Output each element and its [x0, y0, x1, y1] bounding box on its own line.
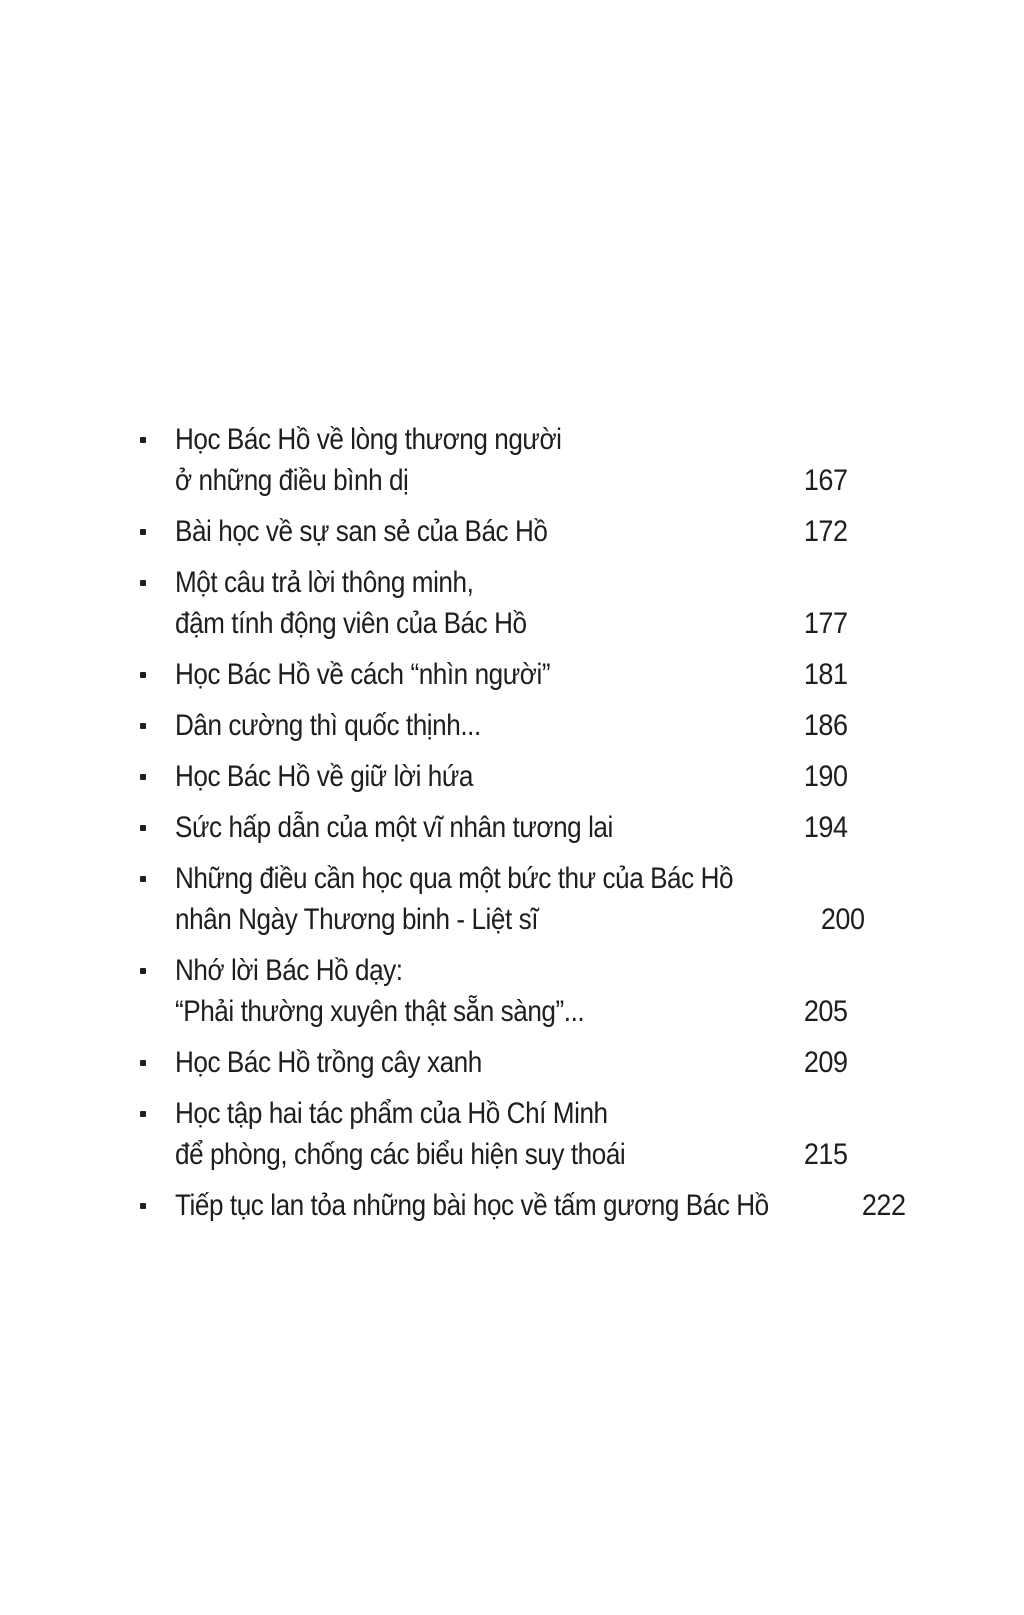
toc-entry — [140, 562, 848, 644]
toc-entry-line: để phòng, chống các biểu hiện suy thoái — [175, 1138, 626, 1171]
toc-entry-page-number: 194 — [804, 811, 848, 844]
toc-entry-page-number: 200 — [821, 903, 866, 936]
bullet-icon — [140, 529, 146, 535]
toc-entry — [140, 511, 848, 552]
toc-entry-title — [175, 1093, 718, 1175]
toc-entry-page-number: 190 — [804, 760, 848, 793]
toc-entry — [140, 1042, 848, 1083]
toc-entry-title — [175, 756, 718, 797]
toc-entry — [140, 1185, 907, 1226]
toc-list — [140, 419, 907, 1236]
toc-entry — [140, 419, 848, 501]
bullet-icon — [140, 968, 146, 974]
toc-entry-title — [175, 562, 718, 644]
toc-entry-page-number: 172 — [804, 515, 848, 548]
bullet-icon — [140, 723, 146, 729]
toc-entry-title — [175, 1042, 718, 1083]
toc-entry-line: nhân Ngày Thương binh - Liệt sĩ — [175, 903, 539, 936]
toc-entry-line: Tiếp tục lan tỏa những bài học về tấm gương Bác Hồ — [175, 1189, 769, 1222]
toc-entry-line: Một câu trả lời thông minh, — [175, 566, 474, 599]
toc-entry-line: Học Bác Hồ về giữ lời hứa — [175, 760, 473, 793]
bullet-cell — [140, 1042, 175, 1083]
toc-entry-page-number: 181 — [804, 658, 848, 691]
bullet-cell — [140, 654, 175, 695]
toc-entry-line: Nhớ lời Bác Hồ dạy: — [175, 954, 403, 987]
toc-entry-title — [175, 858, 733, 940]
toc-entry-title — [175, 807, 718, 848]
bullet-cell — [140, 419, 175, 501]
toc-entry-line: Học tập hai tác phẩm của Hồ Chí Minh — [175, 1097, 608, 1130]
toc-entry — [140, 807, 848, 848]
toc-entry-title — [175, 419, 718, 501]
toc-entry-line: Học Bác Hồ về lòng thương người — [175, 423, 562, 456]
bullet-cell — [140, 562, 175, 644]
bullet-cell — [140, 511, 175, 552]
toc-entry — [140, 950, 848, 1032]
toc-entry — [140, 1093, 848, 1175]
toc-entry-line: Bài học về sự san sẻ của Bác Hồ — [175, 515, 548, 548]
toc-entry — [140, 654, 848, 695]
toc-entry-page-number: 222 — [862, 1189, 907, 1222]
toc-entry-title — [175, 1185, 769, 1226]
toc-entry-line: Dân cường thì quốc thịnh... — [175, 709, 481, 742]
bullet-icon — [140, 1111, 146, 1117]
bullet-cell — [140, 858, 175, 940]
bullet-cell — [140, 1093, 175, 1175]
toc-entry-line: đậm tính động viên của Bác Hồ — [175, 607, 527, 640]
bullet-cell — [140, 1185, 175, 1226]
bullet-icon — [140, 825, 146, 831]
toc-entry-title — [175, 705, 718, 746]
toc-entry-line: Những điều cần học qua một bức thư của Bác Hồ — [175, 862, 734, 895]
bullet-icon — [140, 876, 146, 882]
toc-entry-page-number: 209 — [804, 1046, 848, 1079]
bullet-icon — [140, 580, 146, 586]
toc-entry — [140, 858, 866, 940]
toc-entry-page-number: 205 — [804, 995, 848, 1028]
toc-entry-page-number: 167 — [804, 464, 848, 497]
toc-entry-line: Học Bác Hồ trồng cây xanh — [175, 1046, 482, 1079]
toc-entry-line: Học Bác Hồ về cách “nhìn người” — [175, 658, 551, 691]
bullet-icon — [140, 437, 146, 443]
toc-entry-line: Sức hấp dẫn của một vĩ nhân tương lai — [175, 811, 613, 844]
toc-entry-page-number: 186 — [804, 709, 848, 742]
bullet-icon — [140, 1060, 146, 1066]
bullet-cell — [140, 705, 175, 746]
bullet-cell — [140, 807, 175, 848]
bullet-cell — [140, 950, 175, 1032]
toc-entry-page-number: 177 — [804, 607, 848, 640]
toc-entry-title — [175, 950, 718, 1032]
toc-entry — [140, 705, 848, 746]
toc-entry-title — [175, 654, 718, 695]
bullet-icon — [140, 774, 146, 780]
bullet-cell — [140, 756, 175, 797]
toc-entry-line: “Phải thường xuyên thật sẵn sàng”... — [175, 995, 585, 1028]
bullet-icon — [140, 1203, 146, 1209]
toc-entry — [140, 756, 848, 797]
toc-entry-line: ở những điều bình dị — [175, 464, 409, 497]
toc-entry-page-number: 215 — [804, 1138, 848, 1171]
toc-entry-title — [175, 511, 718, 552]
bullet-icon — [140, 672, 146, 678]
